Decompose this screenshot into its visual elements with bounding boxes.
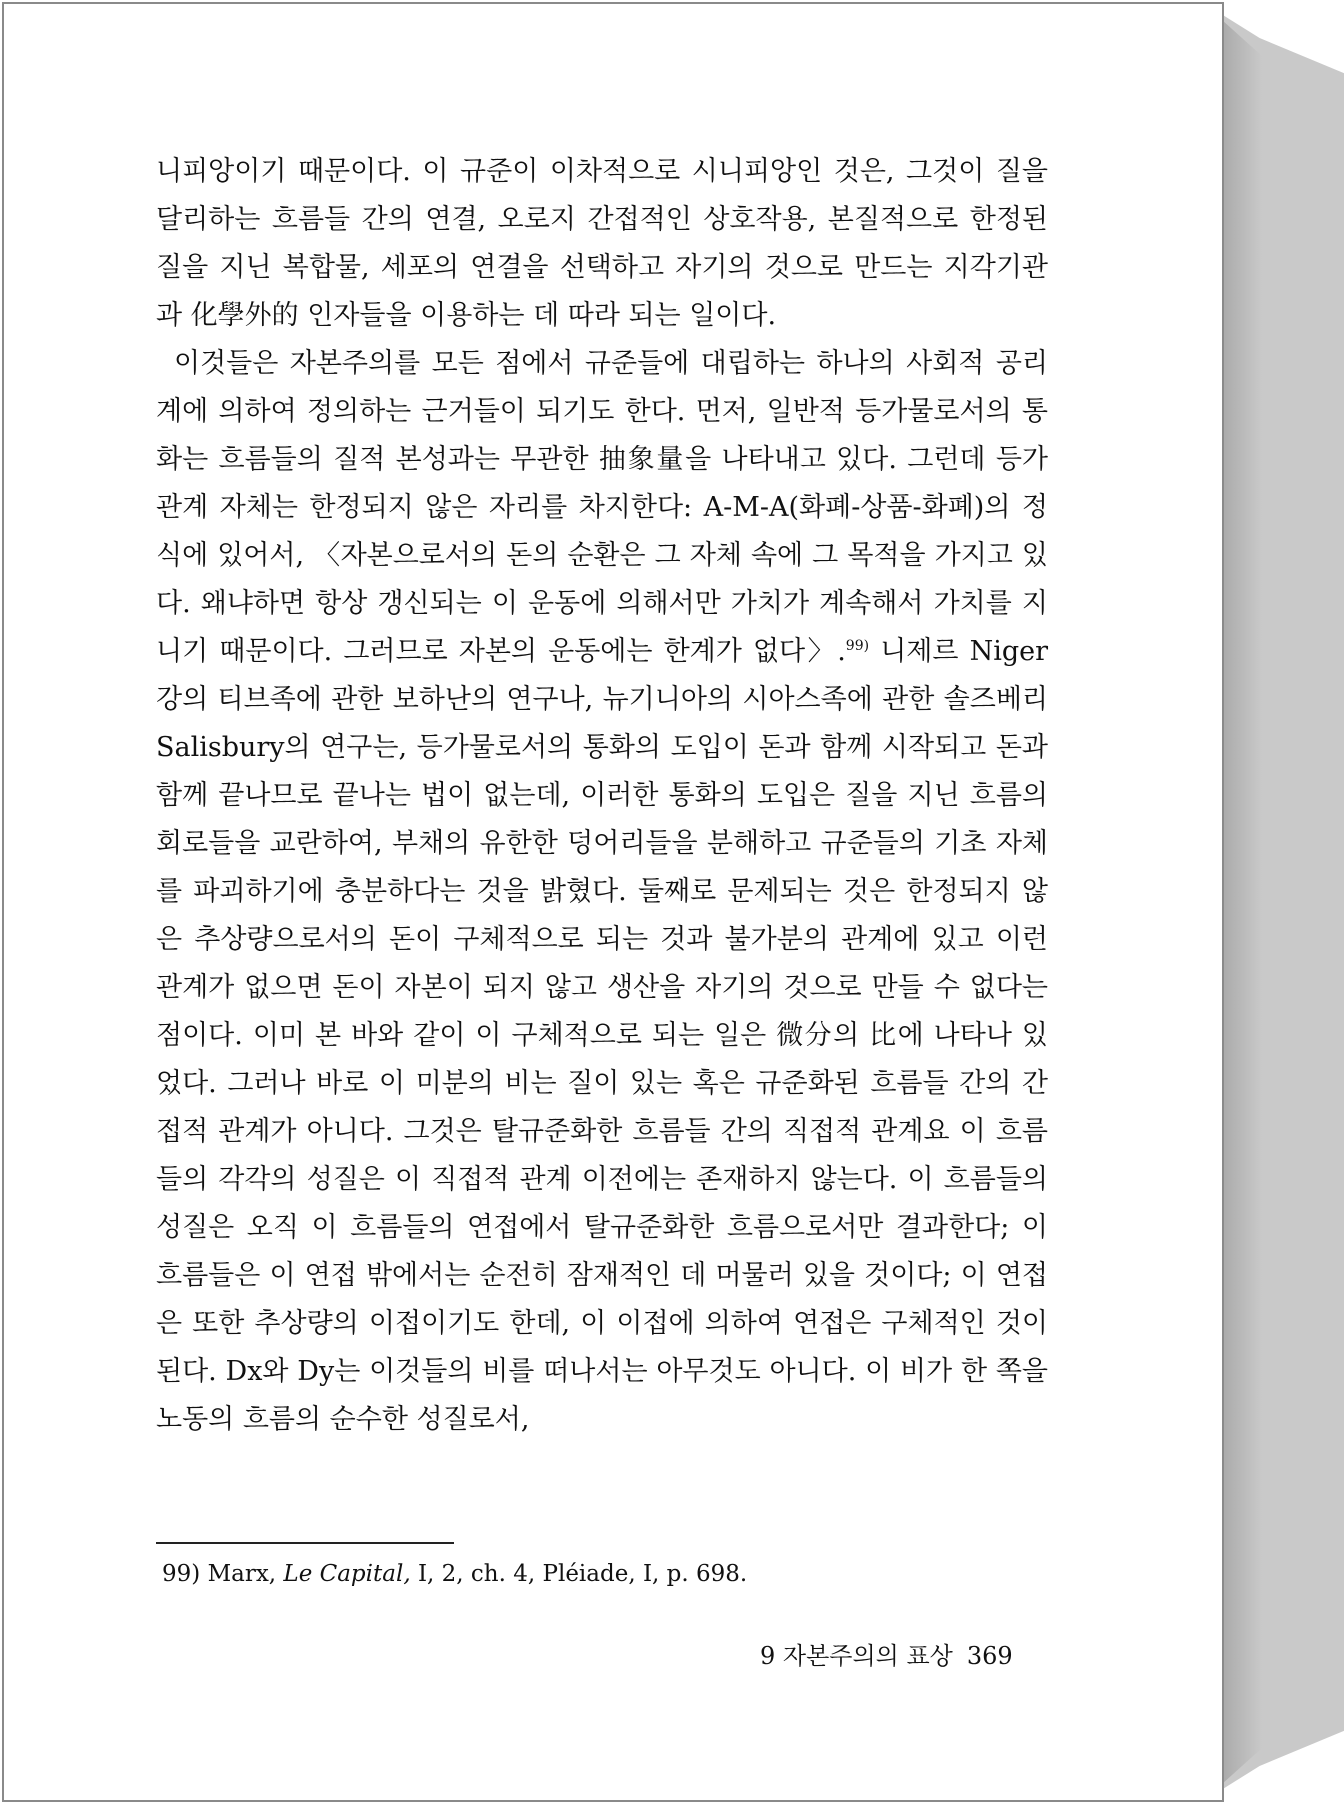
footnote-number: 99) bbox=[162, 1561, 201, 1587]
footnote-reference[interactable]: 99) bbox=[845, 638, 870, 654]
footnote-divider bbox=[156, 1542, 454, 1544]
footnote-citation: Ⅰ, 2, ch. 4, Pléiade, I, p. 698. bbox=[417, 1561, 748, 1587]
paragraph-1: 니피앙이기 때문이다. 이 규준이 이차적으로 시니피앙인 것은, 그것이 질을 달리하는 흐름들 간의 연결, 오로지 간접적인 상호작용, 본질적으로 한정된 질을 지닌 복합물, 세포의 연결을 선택하고 자기의 것으로 만드는 지각기관과 化學外的 인자들을 이용하는 데 따라 되는 일이다. bbox=[156, 156, 1048, 331]
paragraph-2-part-b: 니제르 Niger 강의 티브족에 관한 보하난의 연구나, 뉴기니아의 시아스족에 관한 솔즈베리 Salisbury의 연구는, 등가물로서의 통화의 도입이 돈과 함께 시작되고 돈과 함께 끝나므로 끝나는 법이 없는데, 이러한 통화의 도입은 질을 지닌 흐름의 회로들을 교란하여, 부채의 유한한 덩어리들을 분해하고 규준들의 기초 자체를 파괴하기에 충분하다는 것을 밝혔다. 둘째로 문제되는 것은 한정되지 않은 추상량으로서의 돈이 구체적으로 되는 것과 불가분의 관계에 있고 이런 관계가 없으면 돈이 자본이 되지 않고 생산을 자기의 것으로 만들 수 없다는 점이다. 이미 본 바와 같이 이 구체적으로 되는 일은 微分의 比에 나타나 있었다. 그러나 바로 이 미분의 비는 질이 있는 혹은 규준화된 흐름들 간의 간접적 관계가 아니다. 그것은 탈규준화한 흐름들 간의 직접적 관계요 이 흐름들의 각각의 성질은 이 직접적 관계 이전에는 존재하지 않는다. 이 흐름들의 성질은 오직 이 흐름들의 연접에서 탈규준화한 흐름으로서만 결과한다; 이 흐름들은 이 연접 밖에서는 순전히 잠재적인 데 머물러 있을 것이다; 이 연접은 또한 추상량의 이접이기도 한데, 이 이접에 의하여 연접은 구체적인 것이 된다. Dx와 Dy는 이것들의 비를 떠나서는 아무것도 아니다. 이 비가 한 쪽을 노동의 흐름의 순수한 성질로서, bbox=[156, 636, 1048, 1435]
footnote-author: Marx, bbox=[207, 1561, 277, 1587]
footnote-work-title: Le Capital, bbox=[283, 1561, 411, 1587]
main-text bbox=[156, 148, 1048, 1444]
page-number: 369 bbox=[966, 1642, 1013, 1670]
paragraph-2-part-a: 이것들은 자본주의를 모든 점에서 규준들에 대립하는 하나의 사회적 공리계에 의하여 정의하는 근거들이 되기도 한다. 먼저, 일반적 등가물로서의 통화는 흐름들의 질적 본성과는 무관한 抽象量을 나타내고 있다. 그런데 등가관계 자체는 한정되지 않은 자리를 차지한다: A-M-A(화폐-상품-화폐)의 정식에 있어서, 〈자본으로서의 돈의 순환은 그 자체 속에 그 목적을 가지고 있다. 왜냐하면 항상 갱신되는 이 운동에 의해서만 가치가 계속해서 가치를 지니기 때문이다. 그러므로 자본의 운동에는 한계가 없다〉. bbox=[156, 348, 1048, 667]
footnote bbox=[162, 1558, 1042, 1590]
paragraph-2 bbox=[156, 340, 1048, 1444]
running-footer bbox=[760, 1640, 1050, 1672]
chapter-title: 9 자본주의의 표상 bbox=[760, 1642, 953, 1670]
